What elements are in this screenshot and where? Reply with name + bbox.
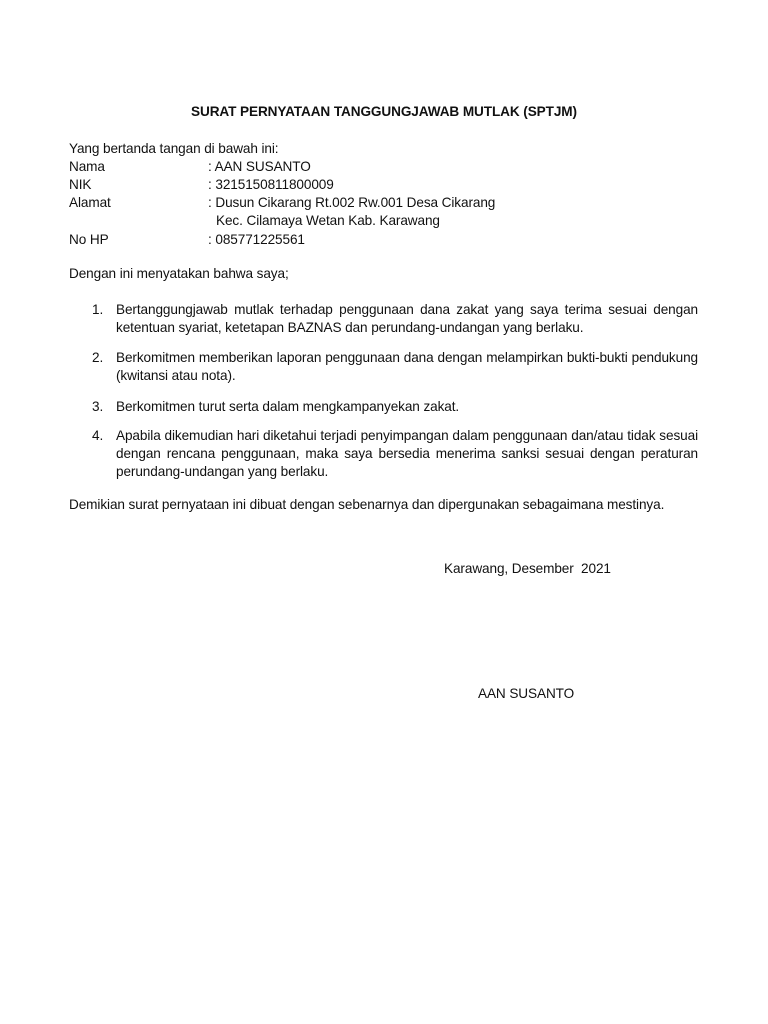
- field-address-value: : Dusun Cikarang Rt.002 Rw.001 Desa Cikarang: [208, 195, 496, 210]
- field-phone-value: : 085771225561: [208, 232, 305, 247]
- list-item-text: Apabila dikemudian hari diketahui terjadi penyimpangan dalam penggunaan dan/atau tidak sesuai dengan rencana penggunaan, maka saya bersedia menerima sanksi sesuai dengan peraturan perundang-undangan yang berlaku.: [116, 428, 698, 479]
- list-item: [92, 427, 698, 481]
- field-nik-label: NIK: [69, 177, 92, 192]
- list-item-text: Berkomitmen turut serta dalam mengkampanyekan zakat.: [116, 399, 460, 414]
- intro-text: Yang bertanda tangan di bawah ini:: [69, 141, 279, 156]
- list-item: [92, 301, 698, 337]
- field-address-value-line2: Kec. Cilamaya Wetan Kab. Karawang: [216, 213, 440, 228]
- list-item: [92, 349, 698, 385]
- field-name-value: : AAN SUSANTO: [208, 159, 311, 174]
- list-item-number: 3.: [92, 399, 104, 414]
- list-item: [92, 398, 698, 416]
- field-nik-value: : 3215150811800009: [208, 177, 334, 192]
- list-item-text: Berkomitmen memberikan laporan penggunaan dana dengan melampirkan bukti-bukti pendukung (kwitansi atau nota).: [116, 350, 698, 383]
- field-name-label: Nama: [69, 159, 105, 174]
- list-item-number: 1.: [92, 302, 104, 317]
- field-address-label: Alamat: [69, 195, 111, 210]
- statement-intro: Dengan ini menyatakan bahwa saya;: [69, 266, 289, 281]
- closing-statement: Demikian surat pernyataan ini dibuat dengan sebenarnya dan dipergunakan sebagaimana mestinya.: [69, 497, 665, 512]
- list-item-number: 4.: [92, 428, 104, 443]
- field-phone-label: No HP: [69, 232, 109, 247]
- signatory-name: AAN SUSANTO: [478, 686, 575, 701]
- list-item-number: 2.: [92, 350, 104, 365]
- document-title: SURAT PERNYATAAN TANGGUNGJAWAB MUTLAK (SPTJM): [191, 104, 577, 119]
- place-date: Karawang, Desember 2021: [444, 561, 611, 576]
- list-item-text: Bertanggungjawab mutlak terhadap penggunaan dana zakat yang saya terima sesuai dengan ketentuan syariat, ketetapan BAZNAS dan perundang-undangan yang berlaku.: [116, 302, 698, 335]
